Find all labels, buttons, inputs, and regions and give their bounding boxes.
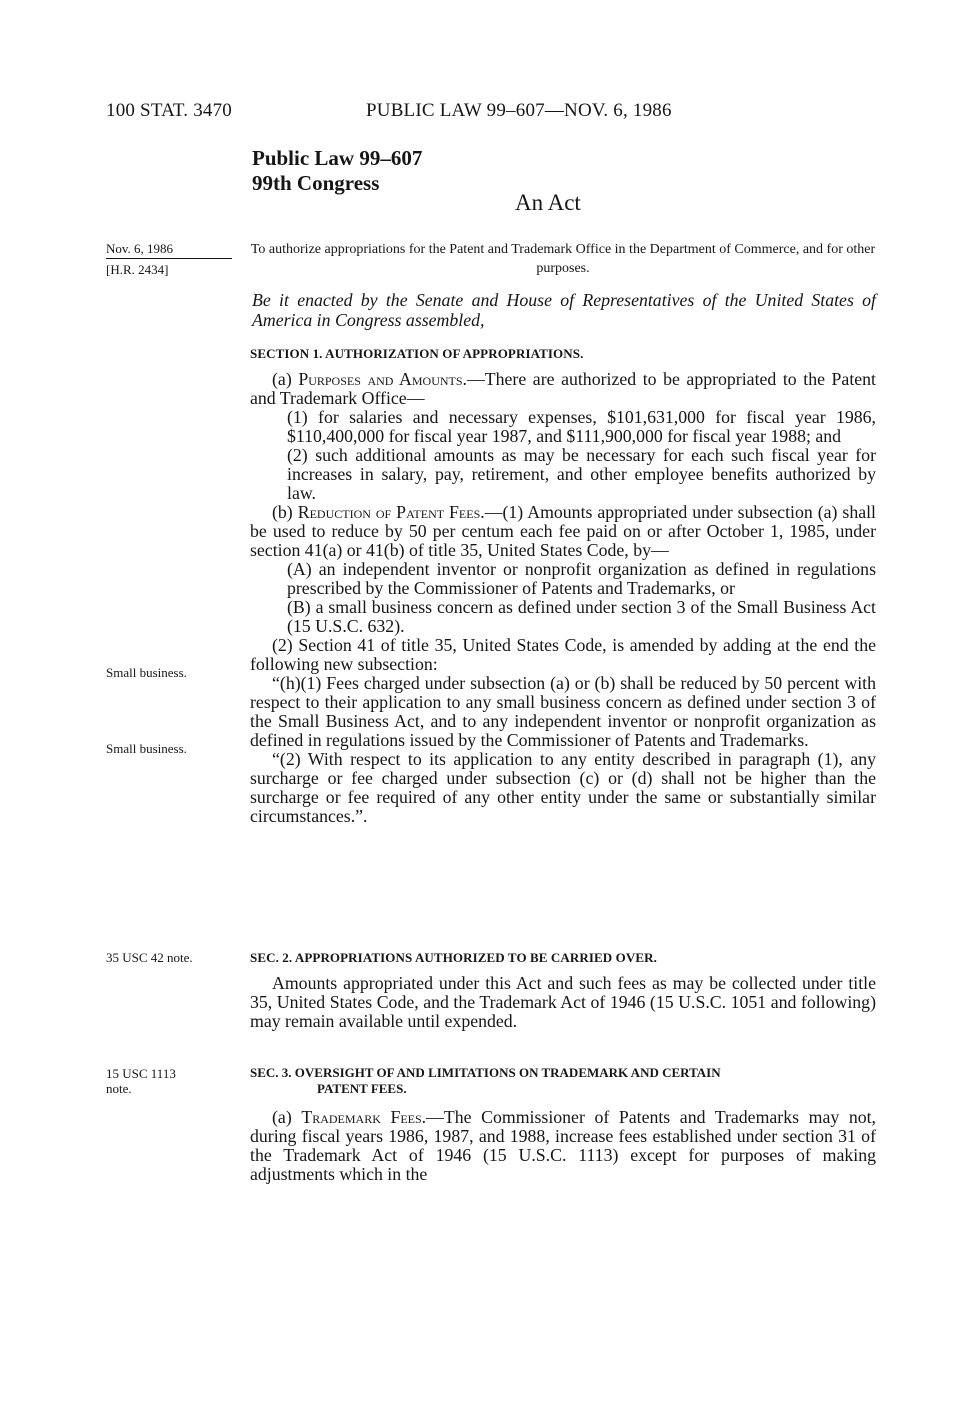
- paragraph-a1: (1) for salaries and necessary expenses, $101,631,000 for fiscal year 1986, $110,400,000 for fiscal year 1987, and $111,900,000 for fiscal year 1988; and: [287, 407, 876, 446]
- new-subsection-h2: “(2) With respect to its application to any entity described in paragraph (1), any surcharge or fee charged under subsection (c) or (d) shall not be higher than the surcharge or fee required of any other entity under the same or substantially similar circumstances.”.: [250, 749, 876, 826]
- congress-label: 99th Congress: [252, 171, 380, 195]
- subsection-caption: Purposes and Amounts.: [298, 369, 467, 389]
- new-subsection-h1: “(h)(1) Fees charged under subsection (a) or (b) shall be reduced by 50 percent with respect to their application to any small business concern as defined under section 3 of the Small Business Act, and to any independent inventor or nonprofit organization as defined in regulations issued by the Commissioner of Patents and Trademarks.: [250, 673, 876, 750]
- margin-note-line: 15 USC 1113: [106, 1066, 176, 1081]
- public-law-title: Public Law 99–607: [252, 146, 423, 170]
- subsection-label: (a): [272, 1107, 302, 1127]
- subsection-text: —(1) Amounts appropriated under subsection (a) shall be used to reduce by 50 per centum each fee paid on or after October 1, 1985, under section 41(a) or 41(b) of title 35, United States Code, by—: [250, 502, 876, 560]
- margin-bill-number: [H.R. 2434]: [106, 262, 169, 277]
- section-2-heading: SEC. 2. APPROPRIATIONS AUTHORIZED TO BE CARRIED OVER.: [250, 950, 657, 965]
- subparagraph-a: (A) an independent inventor or nonprofit organization as defined in regulations prescribed by the Commissioner of Patents and Trademarks, or: [287, 559, 876, 598]
- section-3-heading: [250, 1065, 876, 1097]
- act-purpose: To authorize appropriations for the Patent and Trademark Office in the Department of Commerce, and for other purposes.: [250, 242, 876, 276]
- subsection-a: [250, 370, 876, 408]
- subsection-text: —The Commissioner of Patents and Trademarks may not, during fiscal years 1986, 1987, and 1988, increase fees established under section 31 of the Trademark Act of 1946 (15 U.S.C. 1113) except for purposes of making adjustments which in the: [250, 1107, 876, 1184]
- margin-divider: [106, 258, 232, 259]
- section-3-body: [250, 1108, 876, 1184]
- margin-note-usc-42: 35 USC 42 note.: [106, 950, 193, 965]
- running-title: PUBLIC LAW 99–607—NOV. 6, 1986: [366, 100, 672, 121]
- section-3-heading-line: PATENT FEES.: [317, 1081, 407, 1096]
- margin-note-usc-1113: [106, 1066, 176, 1096]
- subparagraph-b: (B) a small business concern as defined under section 3 of the Small Business Act (15 U.S.C. 632).: [287, 597, 876, 636]
- section-3-heading-line: SEC. 3. OVERSIGHT OF AND LIMITATIONS ON TRADEMARK AND CERTAIN: [250, 1065, 721, 1080]
- margin-date: Nov. 6, 1986: [106, 241, 174, 256]
- margin-note-line: note.: [106, 1081, 132, 1096]
- subsection-text: —There are authorized to be appropriated to the Patent and Trademark Office—: [250, 369, 876, 408]
- section-1-body: [250, 370, 876, 826]
- subsection-caption: Trademark Fees.: [301, 1107, 427, 1127]
- subsection-label: (b): [272, 502, 298, 522]
- paragraph-b2: (2) Section 41 of title 35, United States Code, is amended by adding at the end the following new subsection:: [250, 635, 876, 674]
- subsection-label: (a): [272, 369, 299, 389]
- paragraph-a2: (2) such additional amounts as may be necessary for each such fiscal year for increases in salary, pay, retirement, and other employee benefits authorized by law.: [287, 445, 876, 503]
- enacting-clause: Be it enacted by the Senate and House of Representatives of the United States of America in Congress assembled,: [252, 290, 876, 330]
- section-1-heading: SECTION 1. AUTHORIZATION OF APPROPRIATIONS.: [250, 346, 584, 361]
- margin-note-small-business: Small business.: [106, 665, 187, 680]
- section-2-text: Amounts appropriated under this Act and such fees as may be collected under title 35, United States Code, and the Trademark Act of 1946 (15 U.S.C. 1051 and following) may remain available until expended.: [250, 973, 876, 1031]
- subsection-a: [250, 1108, 876, 1184]
- subsection-caption: Reduction of Patent Fees.: [297, 502, 485, 522]
- section-2-body: [250, 974, 876, 1031]
- subsection-b: [250, 503, 876, 560]
- margin-note-small-business: Small business.: [106, 741, 187, 756]
- stat-page-number: 100 STAT. 3470: [106, 100, 233, 121]
- act-label: An Act: [515, 190, 581, 215]
